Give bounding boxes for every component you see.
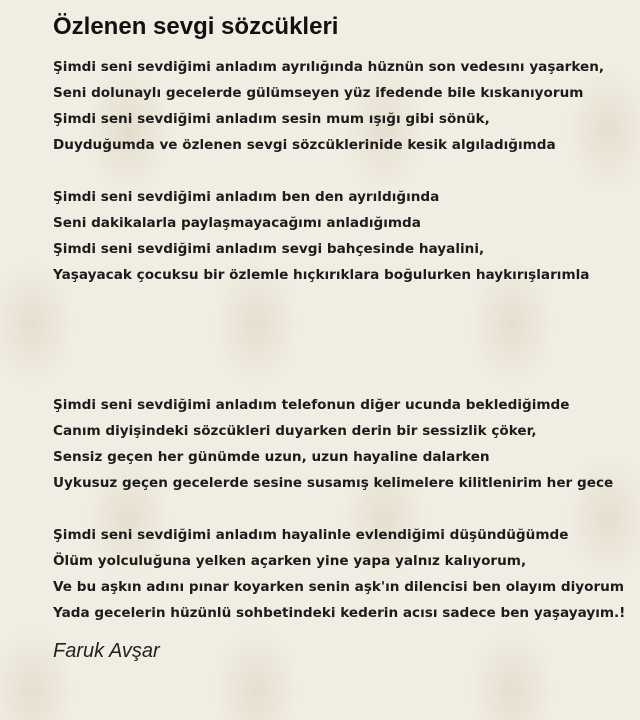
stanza-4 xyxy=(53,522,633,626)
poem-title: Özlenen sevgi sözcükleri xyxy=(53,13,339,40)
poem-line: Şimdi seni sevdiğimi anladım hayalinle evlendiğimi düşündüğümde xyxy=(53,527,569,543)
poem-line: Seni dolunaylı gecelerde gülümseyen yüz ifedende bile kıskanıyorum xyxy=(53,85,584,101)
stanza-gap xyxy=(53,158,633,184)
poem-line: Seni dakikalarla paylaşmayacağımı anladığımda xyxy=(53,215,421,231)
stanza-3 xyxy=(53,392,633,496)
poem-line: Sensiz geçen her günümde uzun, uzun hayaline dalarken xyxy=(53,449,490,465)
poem-line: Şimdi seni sevdiğimi anladım sevgi bahçesinde hayalini, xyxy=(53,241,485,257)
poem-line: Ölüm yolculuğuna yelken açarken yine yapa yalnız kalıyorum, xyxy=(53,553,527,569)
poem-line: Şimdi seni sevdiğimi anladım ben den ayrıldığında xyxy=(53,189,440,205)
poem-line: Şimdi seni sevdiğimi anladım sesin mum ışığı gibi sönük, xyxy=(53,111,490,127)
poem-line: Canım diyişindeki sözcükleri duyarken derin bir sessizlik çöker, xyxy=(53,423,537,439)
stanza-2 xyxy=(53,184,633,288)
poem-line: Şimdi seni sevdiğimi anladım telefonun diğer ucunda beklediğimde xyxy=(53,397,570,413)
poem-line: Ve bu aşkın adını pınar koyarken senin aşk'ın dilencisi ben olayım diyorum xyxy=(53,579,625,595)
poem-line: Şimdi seni sevdiğimi anladım ayrılığında hüznün son vedesını yaşarken, xyxy=(53,59,605,75)
poem-author: Faruk Avşar xyxy=(53,640,160,662)
stanza-gap xyxy=(53,288,633,392)
poem-line: Yada gecelerin hüzünlü sohbetindeki kederin acısı sadece ben yaşayayım.! xyxy=(53,605,626,621)
stanza-1 xyxy=(53,54,633,158)
stanza-gap xyxy=(53,496,633,522)
poem-line: Duyduğumda ve özlenen sevgi sözcüklerinide kesik algıladığımda xyxy=(53,137,556,153)
poem-container xyxy=(53,12,633,664)
poem-line: Uykusuz geçen gecelerde sesine susamış kelimelere kilitlenirim her gece xyxy=(53,475,614,491)
poem-line: Yaşayacak çocuksu bir özlemle hıçkırıklara boğulurken haykırışlarımla xyxy=(53,267,590,283)
